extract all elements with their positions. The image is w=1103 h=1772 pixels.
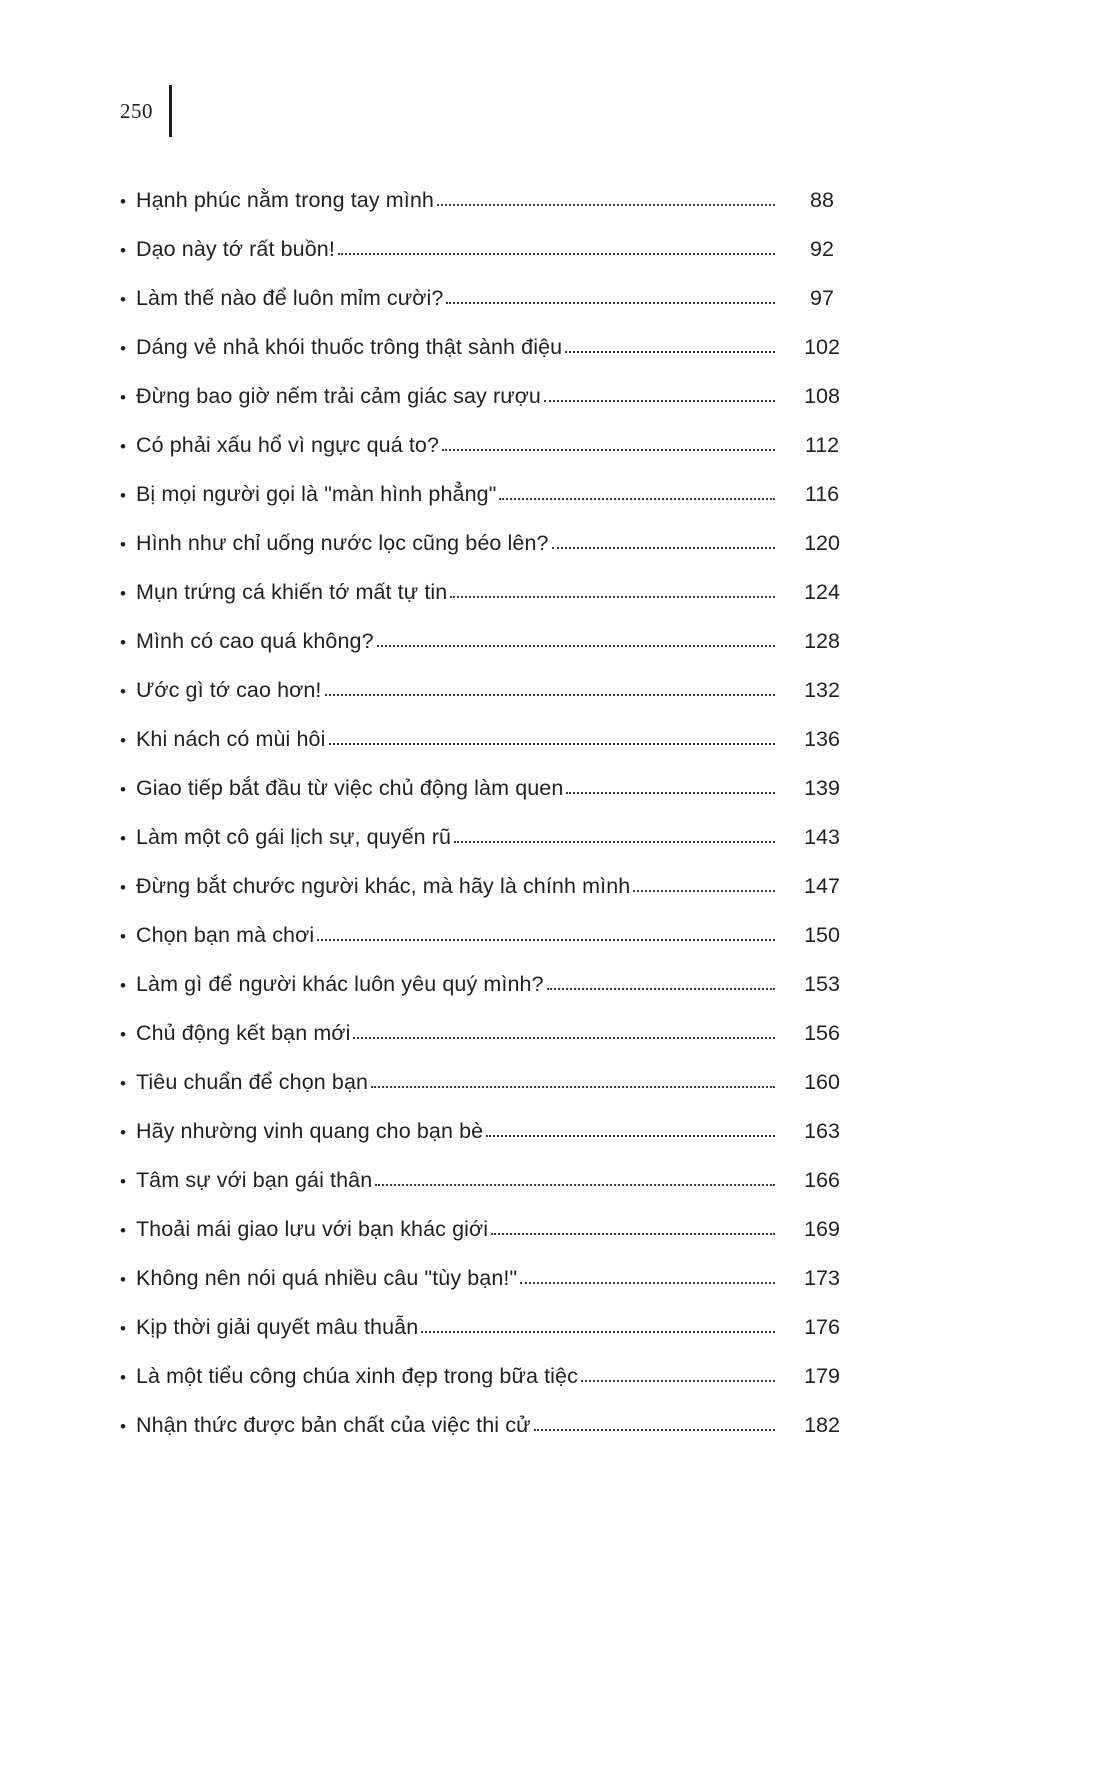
toc-entry-page: 150	[804, 923, 840, 947]
toc-entry-page: 124	[804, 580, 840, 604]
toc-entry-page: 147	[804, 874, 840, 898]
bullet-icon: •	[120, 682, 126, 701]
toc-entry-title: Đừng bắt chước người khác, mà hãy là chính mình	[135, 874, 631, 898]
toc-entry	[120, 1009, 853, 1058]
toc-entry	[120, 225, 853, 274]
bullet-icon: •	[120, 584, 126, 603]
toc-entry-page: 173	[804, 1266, 840, 1290]
toc-entry-page: 116	[804, 482, 840, 506]
page-number: 250	[120, 98, 153, 123]
toc-entry-page: 108	[804, 384, 840, 408]
toc-entry-page: 166	[804, 1168, 840, 1192]
toc-entry	[120, 519, 853, 568]
toc-entry-title: Dạo này tớ rất buồn!	[135, 237, 335, 261]
bullet-icon: •	[120, 878, 126, 897]
dotted-leader	[486, 1135, 775, 1137]
dotted-leader	[499, 498, 775, 500]
toc-entry-title: Nhận thức được bản chất của việc thi cử	[135, 1413, 531, 1437]
bullet-icon: •	[120, 1172, 126, 1191]
toc-entry-title: Hãy nhường vinh quang cho bạn bè	[135, 1119, 484, 1143]
toc-entry-page: 179	[804, 1364, 840, 1388]
toc-entry	[120, 666, 853, 715]
toc-entry-page: 112	[804, 433, 840, 457]
dotted-leader	[633, 890, 775, 892]
dotted-leader	[442, 449, 775, 451]
bullet-icon: •	[120, 1221, 126, 1240]
bullet-icon: •	[120, 437, 126, 456]
dotted-leader	[534, 1429, 775, 1431]
dotted-leader	[375, 1184, 775, 1186]
toc-entry	[120, 1254, 853, 1303]
toc-entry-title: Thoải mái giao lưu với bạn khác giới	[135, 1217, 489, 1241]
toc-entry-title: Bị mọi người gọi là "màn hình phẳng"	[135, 482, 497, 506]
toc-entry-title: Làm thế nào để luôn mỉm cười?	[135, 286, 444, 310]
toc-entry-page: 88	[810, 188, 834, 212]
bullet-icon: •	[120, 290, 126, 309]
toc-entry-title: Không nên nói quá nhiều câu "tùy bạn!"	[135, 1266, 518, 1290]
dotted-leader	[317, 939, 775, 941]
toc-entry-page: 182	[804, 1413, 840, 1437]
toc-entry	[120, 1107, 853, 1156]
dotted-leader	[421, 1331, 775, 1333]
dotted-leader	[377, 645, 775, 647]
toc-entry-page: 97	[810, 286, 834, 310]
toc-entry-title: Kịp thời giải quyết mâu thuẫn	[135, 1315, 419, 1339]
toc-entry-title: Tâm sự với bạn gái thân	[135, 1168, 373, 1192]
toc-entry-title: Chủ động kết bạn mới	[135, 1021, 351, 1045]
toc-entry-page: 120	[804, 531, 840, 555]
toc-entry-title: Làm một cô gái lịch sự, quyến rũ	[135, 825, 452, 849]
dotted-leader	[371, 1086, 775, 1088]
toc-entry	[120, 323, 853, 372]
toc-entry-page: 128	[804, 629, 840, 653]
bullet-icon: •	[120, 1123, 126, 1142]
dotted-leader	[329, 743, 776, 745]
toc-entry-page: 156	[804, 1021, 840, 1045]
toc-entry-page: 160	[804, 1070, 840, 1094]
dotted-leader	[581, 1380, 775, 1382]
toc-entry	[120, 1058, 853, 1107]
bullet-icon: •	[120, 1025, 126, 1044]
dotted-leader	[566, 792, 775, 794]
toc-entry	[120, 470, 853, 519]
toc-entry	[120, 372, 853, 421]
bullet-icon: •	[120, 927, 126, 946]
bullet-icon: •	[120, 192, 126, 211]
dotted-leader	[552, 547, 775, 549]
toc-entry	[120, 1205, 853, 1254]
toc-entry-page: 163	[804, 1119, 840, 1143]
toc-entry-title: Giao tiếp bắt đầu từ việc chủ động làm quen	[135, 776, 564, 800]
toc-entry-title: Có phải xấu hổ vì ngực quá to?	[135, 433, 440, 457]
bullet-icon: •	[120, 339, 126, 358]
toc-entry-title: Chọn bạn mà chơi	[135, 923, 315, 947]
bullet-icon: •	[120, 486, 126, 505]
toc-entry-title: Là một tiểu công chúa xinh đẹp trong bữa tiệc	[135, 1364, 578, 1388]
dotted-leader	[565, 351, 775, 353]
bullet-icon: •	[120, 780, 126, 799]
toc-entry-page: 153	[804, 972, 840, 996]
bullet-icon: •	[120, 731, 126, 750]
dotted-leader	[353, 1037, 775, 1039]
toc-entry	[120, 715, 853, 764]
toc-entry-page: 143	[804, 825, 840, 849]
toc-entry	[120, 764, 853, 813]
toc-entry-title: Đừng bao giờ nếm trải cảm giác say rượu	[135, 384, 541, 408]
bullet-icon: •	[120, 1074, 126, 1093]
toc-entry-page: 176	[804, 1315, 840, 1339]
page-number-divider	[169, 85, 172, 137]
toc-entry-page: 139	[804, 776, 840, 800]
toc-entry-title: Hạnh phúc nằm trong tay mình	[135, 188, 434, 212]
dotted-leader	[450, 596, 775, 598]
dotted-leader	[520, 1282, 775, 1284]
toc-entry	[120, 862, 853, 911]
toc-entry-title: Làm gì để người khác luôn yêu quý mình?	[135, 972, 544, 996]
toc-entry	[120, 421, 853, 470]
toc-entry-page: 92	[810, 237, 834, 261]
dotted-leader	[325, 694, 775, 696]
bullet-icon: •	[120, 1417, 126, 1436]
dotted-leader	[437, 204, 775, 206]
toc-entry-page: 102	[804, 335, 840, 359]
bullet-icon: •	[120, 388, 126, 407]
toc-entry	[120, 1352, 853, 1401]
toc-entry-page: 132	[804, 678, 840, 702]
toc-entry-title: Ước gì tớ cao hơn!	[135, 678, 322, 702]
bullet-icon: •	[120, 633, 126, 652]
dotted-leader	[446, 302, 775, 304]
toc-entry	[120, 617, 853, 666]
dotted-leader	[491, 1233, 775, 1235]
toc-entry-page: 136	[804, 727, 840, 751]
toc-entry	[120, 813, 853, 862]
toc-entry	[120, 1156, 853, 1205]
toc-entry-title: Hình như chỉ uống nước lọc cũng béo lên?	[135, 531, 549, 555]
bullet-icon: •	[120, 1319, 126, 1338]
bullet-icon: •	[120, 976, 126, 995]
toc-entry	[120, 1303, 853, 1352]
toc-entry-page: 169	[804, 1217, 840, 1241]
toc-entry	[120, 911, 853, 960]
table-of-contents	[0, 176, 1103, 1450]
toc-entry-title: Dáng vẻ nhả khói thuốc trông thật sành điệu	[135, 335, 563, 359]
bullet-icon: •	[120, 829, 126, 848]
bullet-icon: •	[120, 1270, 126, 1289]
toc-entry	[120, 176, 853, 225]
toc-entry	[120, 568, 853, 617]
toc-entry-title: Khi nách có mùi hôi	[135, 727, 326, 751]
toc-entry	[120, 274, 853, 323]
toc-entry-title: Mình có cao quá không?	[135, 629, 374, 653]
toc-entry-title: Tiêu chuẩn để chọn bạn	[135, 1070, 369, 1094]
dotted-leader	[338, 253, 775, 255]
toc-entry-title: Mụn trứng cá khiến tớ mất tự tin	[135, 580, 448, 604]
dotted-leader	[544, 400, 775, 402]
toc-entry	[120, 1401, 853, 1450]
bullet-icon: •	[120, 535, 126, 554]
bullet-icon: •	[120, 1368, 126, 1387]
toc-entry	[120, 960, 853, 1009]
page-header	[120, 0, 1103, 138]
dotted-leader	[547, 988, 775, 990]
dotted-leader	[454, 841, 775, 843]
bullet-icon: •	[120, 241, 126, 260]
